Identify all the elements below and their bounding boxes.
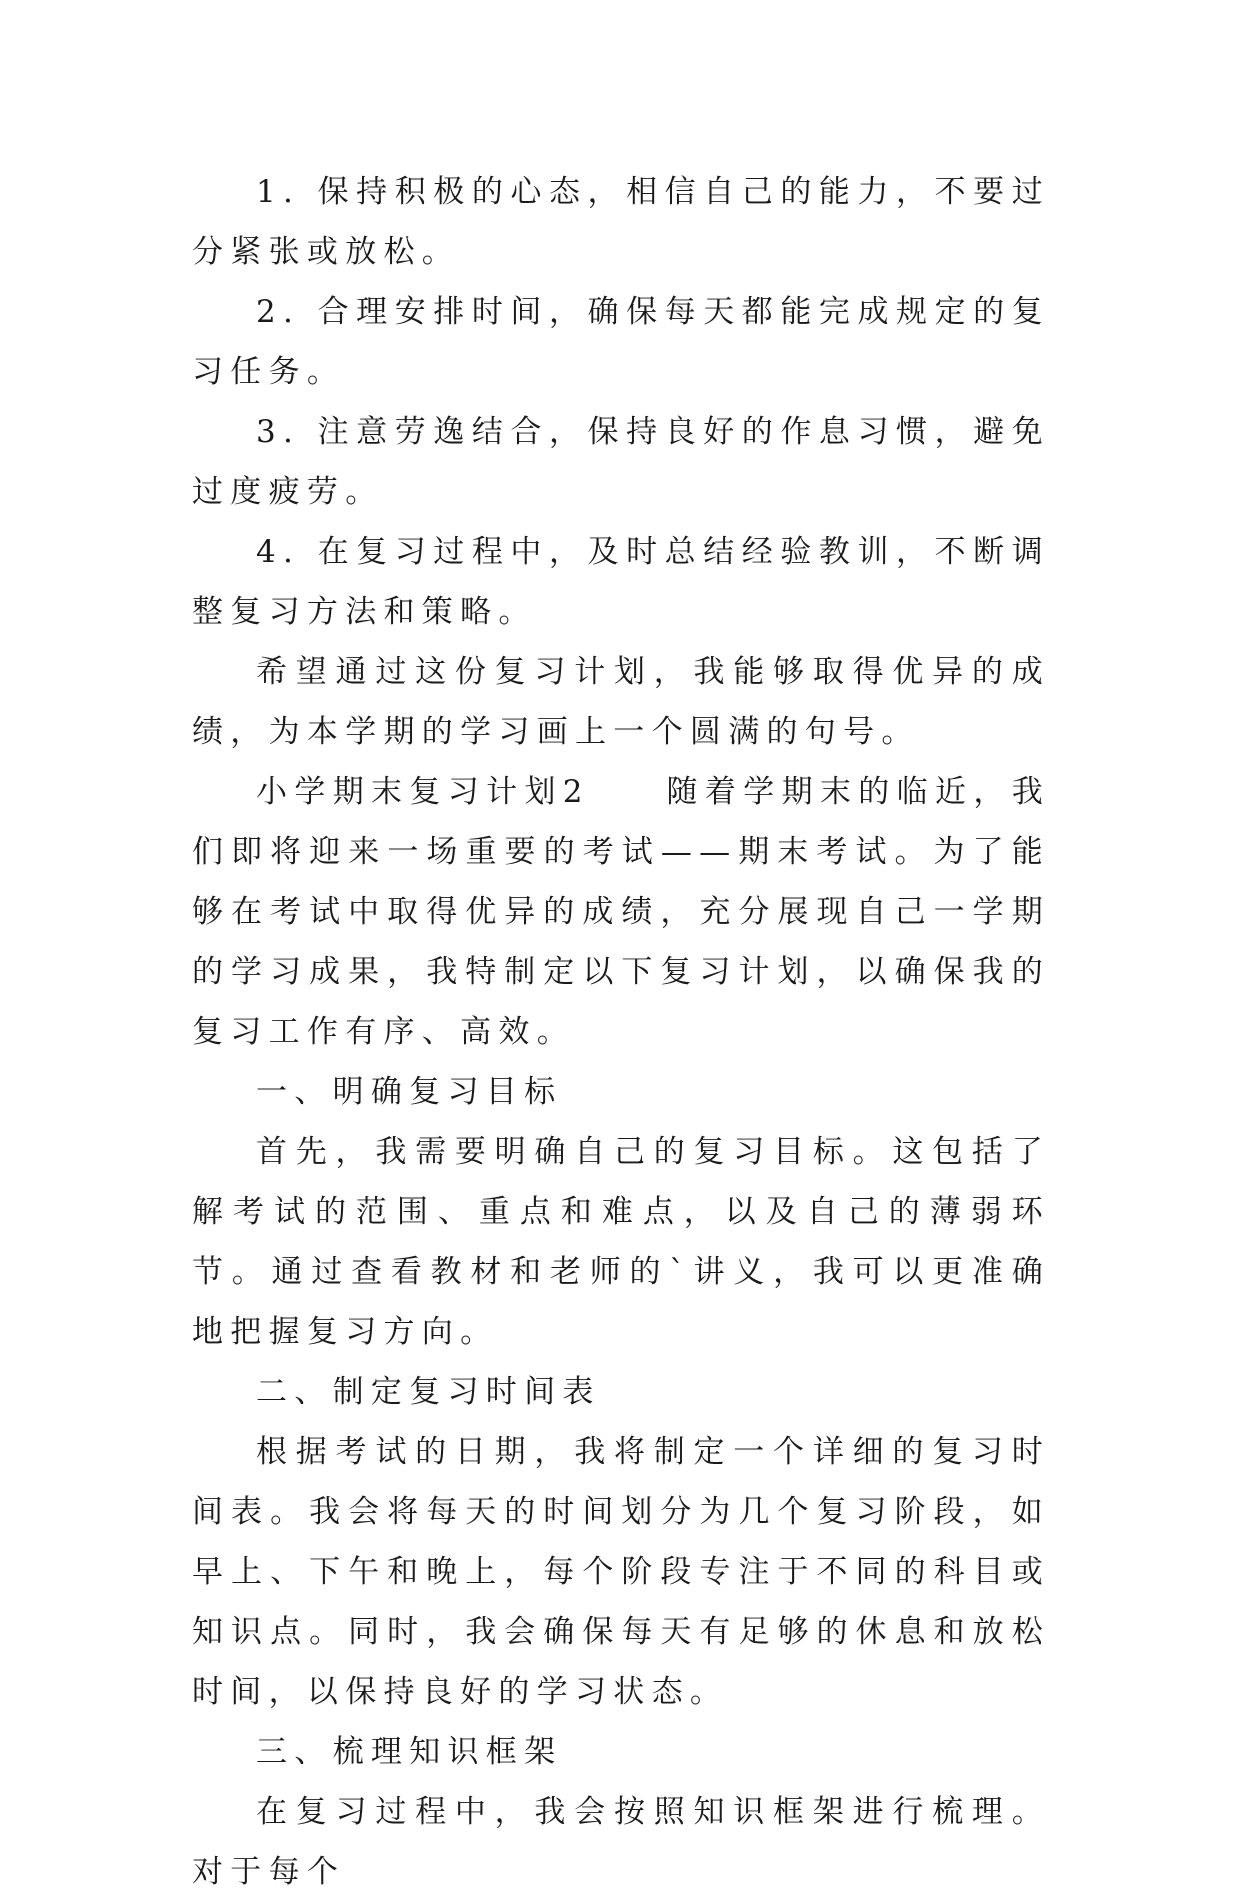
section-body-3: 在复习过程中，我会按照知识框架进行梳理。对于每个 bbox=[192, 1794, 1050, 1890]
tip-item-1: 1. 保持积极的心态，相信自己的能力，不要过分紧张或放松。 bbox=[192, 174, 1050, 270]
section-heading-2: 二、制定复习时间表 bbox=[256, 1374, 601, 1410]
section-heading-1: 一、明确复习目标 bbox=[256, 1074, 563, 1110]
section-heading-3: 三、梳理知识框架 bbox=[256, 1734, 563, 1770]
tip-item-4: 4. 在复习过程中，及时总结经验教训，不断调整复习方法和策略。 bbox=[192, 534, 1050, 630]
plan-2-intro-paragraph: 小学期末复习计划2 随着学期末的临近，我们即将迎来一场重要的考试——期末考试。为了能够在考试中取得优异的成绩，充分展现自己一学期的学习成果，我特制定以下复习计划，以确保我的复习工作有序、高效。 bbox=[192, 774, 1050, 1050]
tip-item-2: 2. 合理安排时间，确保每天都能完成规定的复习任务。 bbox=[192, 294, 1050, 390]
closing-paragraph: 希望通过这份复习计划，我能够取得优异的成绩，为本学期的学习画上一个圆满的句号。 bbox=[192, 654, 1050, 750]
tip-item-3: 3. 注意劳逸结合，保持良好的作息习惯，避免过度疲劳。 bbox=[192, 414, 1050, 510]
section-body-1: 首先，我需要明确自己的复习目标。这包括了解考试的范围、重点和难点，以及自己的薄弱环节。通过查看教材和老师的`讲义，我可以更准确地把握复习方向。 bbox=[192, 1134, 1050, 1350]
section-body-2: 根据考试的日期，我将制定一个详细的复习时间表。我会将每天的时间划分为几个复习阶段，如早上、下午和晚上，每个阶段专注于不同的科目或知识点。同时，我会确保每天有足够的休息和放松时间，以保持良好的学习状态。 bbox=[192, 1434, 1050, 1710]
document-body bbox=[192, 162, 1050, 1902]
